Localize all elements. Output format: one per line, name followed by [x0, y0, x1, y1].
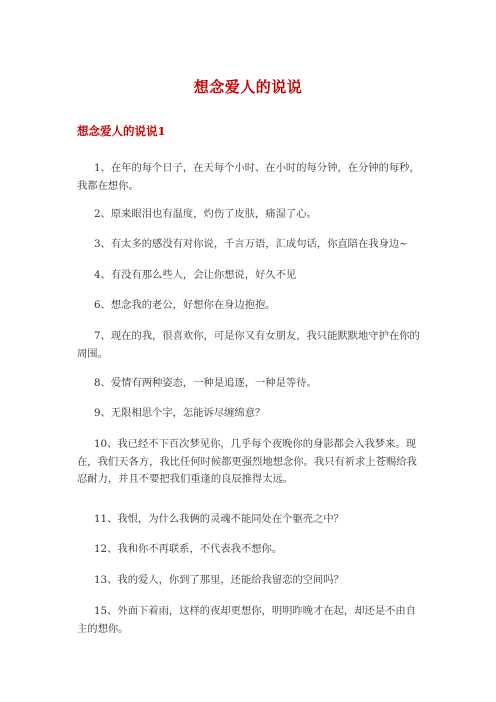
paragraph-7: 7、现在的我，很喜欢你，可是你又有女朋友，我只能默默地守护在你的周围。 — [77, 330, 420, 360]
paragraph-9: 9、无限相思个字，怎能诉尽缠绵意？ — [94, 407, 266, 419]
paragraph-2: 2、原来眼泪也有温度，灼伤了皮肤，痛湿了心。 — [94, 208, 317, 220]
section-heading: 想念爱人的说说1 — [77, 124, 166, 138]
paragraph-15: 15、外面下着雨，这样的夜却更想你，明明昨晚才在起，却还是不由自主的想你。 — [77, 605, 417, 635]
paragraph-1: 1、在年的每个日子，在天每个小时、在小时的每分钟，在分钟的每秒，我都在想你。 — [77, 162, 420, 192]
paragraph-10: 10、我已经不下百次梦见你，几乎每个夜晚你的身影都会入我梦来。现在，我们天各方，我比任何时候都更强烈地想念你。我只有祈求上苍赐给我忍耐力，并且不要把我们重逢的良辰推得太远。 — [77, 438, 417, 485]
paragraph-8: 8、爱情有两种姿态，一种是追逐，一种是等待。 — [94, 377, 317, 389]
paragraph-4: 4、有没有那么些人，会让你想说，好久不见 — [94, 269, 297, 281]
paragraph-6: 6、想念我的老公，好想你在身边抱抱。 — [94, 299, 276, 311]
paragraph-12: 12、我和你不再联系，不代表我不想你。 — [94, 543, 283, 555]
page-title: 想念爱人的说说 — [193, 78, 303, 96]
paragraph-11: 11、我恨，为什么我俩的灵魂不能同处在个躯壳之中？ — [94, 513, 344, 525]
paragraph-13: 13、我的爱人，你到了那里，还能给我留恋的空间吗？ — [94, 574, 344, 586]
paragraph-3: 3、有太多的感没有对你说，千言万语，汇成句话，你直陪在我身边~ — [94, 238, 408, 250]
